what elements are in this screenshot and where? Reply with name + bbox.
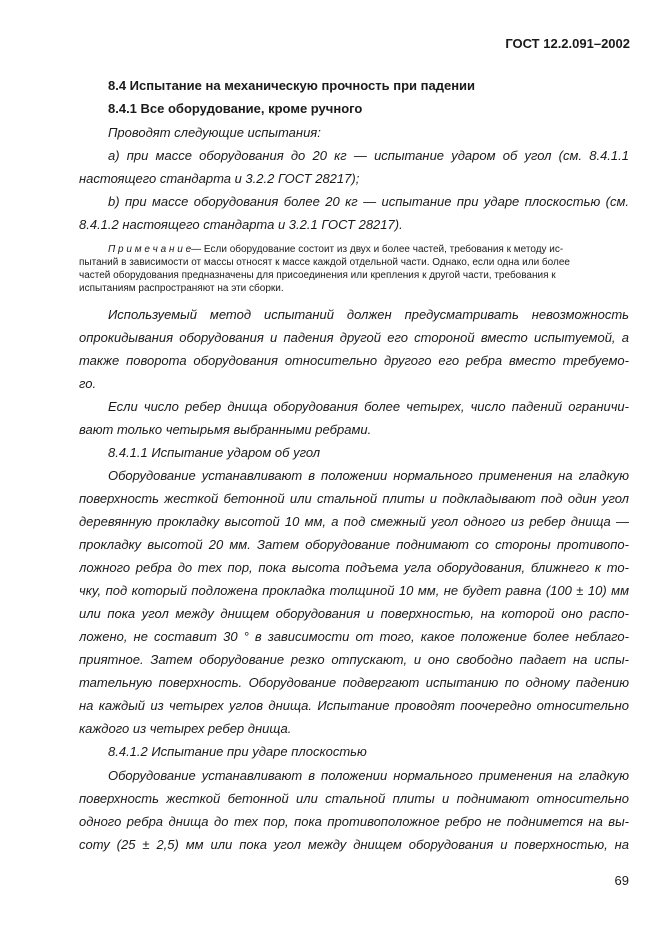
subsection-8411-title: 8.4.1.1 Испытание ударом об угол: [108, 445, 321, 460]
note-line: частей оборудования предназначены для присоединения или крепления к другой части, требования к: [79, 270, 556, 281]
corner-test-line: ложено, не составит 30 ° в зависимости от того, какое положение более неблаго-: [79, 629, 629, 644]
subsection-8412-title: 8.4.1.2 Испытание при ударе плоскостью: [108, 744, 367, 759]
page-number: 69: [614, 873, 629, 888]
note-label: П р и м е ч а н и е: [108, 244, 192, 255]
flat-test-line: поверхность жесткой бетонной или стальной плиты и поднимают относительно: [79, 791, 629, 806]
corner-test-line: Оборудование устанавливают в положении нормального применения на гладкую: [108, 468, 629, 483]
edges-line: Если число ребер днища оборудования более четырех, число падений ограничи-: [108, 399, 629, 414]
edges-line: вают только четырьмя выбранными ребрами.: [79, 422, 372, 437]
section-heading: 8.4 Испытание на механическую прочность при падении: [108, 78, 476, 93]
item-b-line: 8.4.1.2 настоящего стандарта и 3.2.1 ГОСТ 28217).: [79, 217, 403, 232]
corner-test-line: на каждый из четырех углов днища. Испытание проводят поочередно относительно: [79, 698, 629, 713]
method-line: опрокидывания оборудования и падения другой его стороной вместо испытуемой, а: [79, 330, 629, 345]
note-text: — Если оборудование состоит из двух и более частей, требования к методу ис-: [191, 244, 564, 255]
corner-test-line: прокладку высотой 20 мм. Затем оборудование поднимают со стороны противопо-: [79, 537, 629, 552]
subsection-heading: 8.4.1 Все оборудование, кроме ручного: [108, 101, 363, 116]
corner-test-line: приятное. Затем оборудование резко отпускают, и оно свободно падает на испы-: [79, 652, 629, 667]
method-line: Используемый метод испытаний должен предусматривать невозможность: [108, 307, 629, 322]
method-line: го.: [79, 376, 97, 391]
item-a-line: а) при массе оборудования до 20 кг — испытание ударом об угол (см. 8.4.1.1: [108, 148, 629, 163]
document-code-header: ГОСТ 12.2.091–2002: [505, 36, 630, 51]
corner-test-line: каждого из четырех ребер днища.: [79, 721, 292, 736]
corner-test-line: деревянную прокладку высотой 10 мм, а под смежный угол одного из ребер днища —: [79, 514, 629, 529]
corner-test-line: тательную поверхность. Оборудование подвергают испытанию по одному падению: [79, 675, 629, 690]
corner-test-line: ложного ребра до тех пор, пока высота подъема угла оборудования, ближнего к то-: [79, 560, 629, 575]
flat-test-line: одного ребра днища до тех пор, пока противоположное ребро не поднимется на вы-: [79, 814, 629, 829]
intro-lead: Проводят следующие испытания:: [108, 125, 321, 140]
item-a-line: настоящего стандарта и 3.2.2 ГОСТ 28217);: [79, 171, 360, 186]
note-line: пытаний в зависимости от массы относят к массе каждой отдельной части. Однако, если одна или более: [79, 257, 570, 268]
flat-test-line: соту (25 ± 2,5) мм или пока угол между днищем оборудования и поверхностью, на: [79, 837, 629, 852]
item-b-line: b) при массе оборудования более 20 кг — испытание при ударе плоскостью (см.: [108, 194, 629, 209]
corner-test-line: чку, под который подложена прокладка толщиной 10 мм, не будет равна (100 ± 10) мм: [79, 583, 629, 598]
corner-test-line: или пока угол между днищем оборудования и поверхностью, на которой оно распо-: [79, 606, 629, 621]
corner-test-line: поверхность жесткой бетонной или стальной плиты и подкладывают под один угол: [79, 491, 629, 506]
method-line: также поворота оборудования относительно другого его ребра вместо требуемо-: [79, 353, 629, 368]
flat-test-line: Оборудование устанавливают в положении нормального применения на гладкую: [108, 768, 629, 783]
note-line: испытаниям распространяют на эти сборки.: [79, 283, 284, 294]
note-line: [108, 243, 629, 256]
